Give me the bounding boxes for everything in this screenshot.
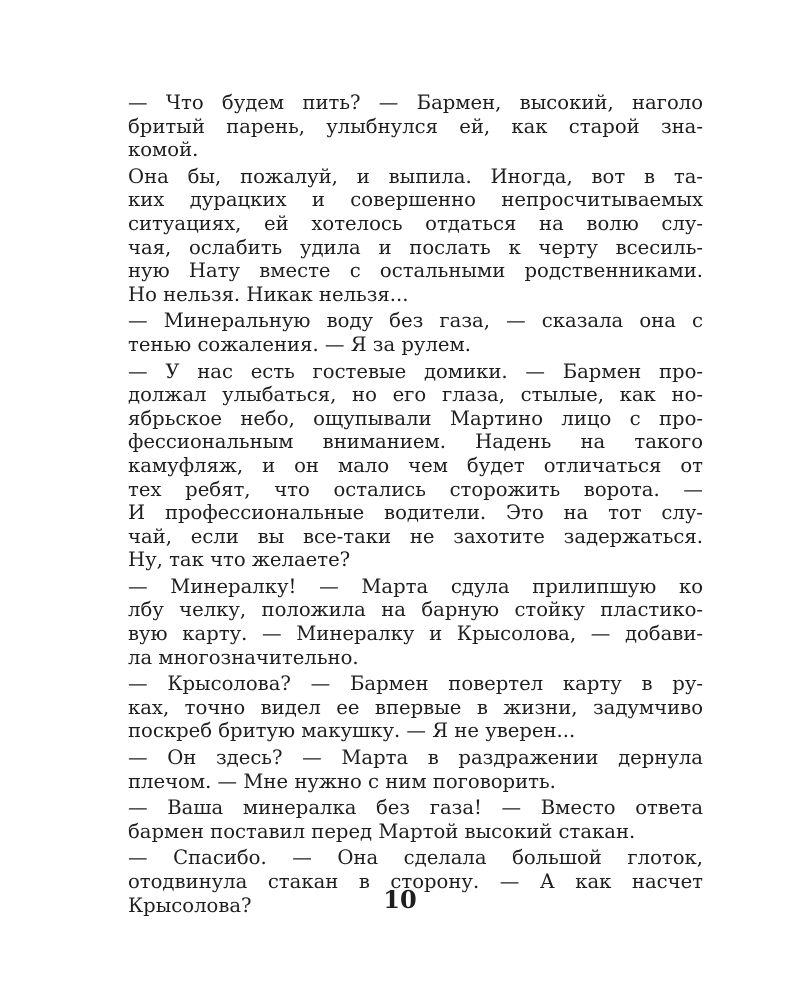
text-line: — Минеральную воду без газа, — сказала она с [128,309,703,333]
text-line: Но нельзя. Никак нельзя... [128,282,409,306]
text-line: — У нас есть гостевые домики. — Бармен про- [128,359,703,383]
text-line: лбу челку, положила на барную стойку пластико- [128,598,703,622]
text-line: бармен поставил перед Мартой высокий стакан. [128,819,636,843]
text-line: — Он здесь? — Марта в раздражении дернула [128,746,703,770]
text-line: отодвинула стакан в сторону. — А как насчет [128,870,703,893]
text-line: чай, если вы все-таки не захотите задержаться. [128,524,703,548]
text-line: поскреб бритую макушку. — Я не уверен... [128,719,576,743]
text-line: ких дурацких и совершенно непросчитываемых [128,188,703,212]
text-line: — Что будем пить? — Бармен, высокий, наголо [128,91,703,114]
text-line: чая, ослабить удила и послать к черту всесиль- [128,235,703,259]
text-line: — Ваша минералка без газа! — Вместо ответа [128,796,703,820]
text-line: тенью сожаления. — Я за рулем. [128,332,471,356]
text-line: должал улыбаться, но его глаза, стылые, как но- [128,383,703,407]
text-line: Ну, так что желаете? [128,548,351,572]
text-line: ную Нату вместе с остальными родственниками. [128,259,703,283]
text-line: плечом. — Мне нужно с ним поговорить. [128,769,556,793]
text-line: ситуациях, ей хотелось отдаться на волю слу- [128,211,703,235]
text-line: — Минералку! — Марта сдула прилипшую ко [128,574,703,598]
text-line: И профессиональные водители. Это на тот слу- [128,501,703,525]
text-line: ла многозначительно. [128,645,359,669]
text-line: Крысолова? [128,893,252,917]
page-number: 10 [383,885,417,914]
text-line: вую карту. — Минералку и Крысолова, — добави- [128,622,703,646]
text-line: ках, точно видел ее впервые в жизни, задумчиво [128,695,703,719]
text-line: ябрьское небо, ощупывали Мартино лицо с про- [128,406,703,430]
text-line: тех ребят, что остались сторожить ворота. — [128,477,703,501]
text-line: — Крысолова? — Бармен повертел карту в ру- [128,672,703,696]
text-line: Она бы, пожалуй, и выпила. Иногда, вот в та- [128,164,703,188]
text-line: камуфляж, и он мало чем будет отличаться от [128,453,703,477]
text-line: фессиональным вниманием. Надень на такого [128,430,703,454]
body-text [128,91,703,917]
text-line: — Спасибо. — Она сделала большой глоток, [128,846,703,870]
text-line: комой. [128,138,199,162]
text-line: бритый парень, улыбнулся ей, как старой зна- [128,114,703,138]
